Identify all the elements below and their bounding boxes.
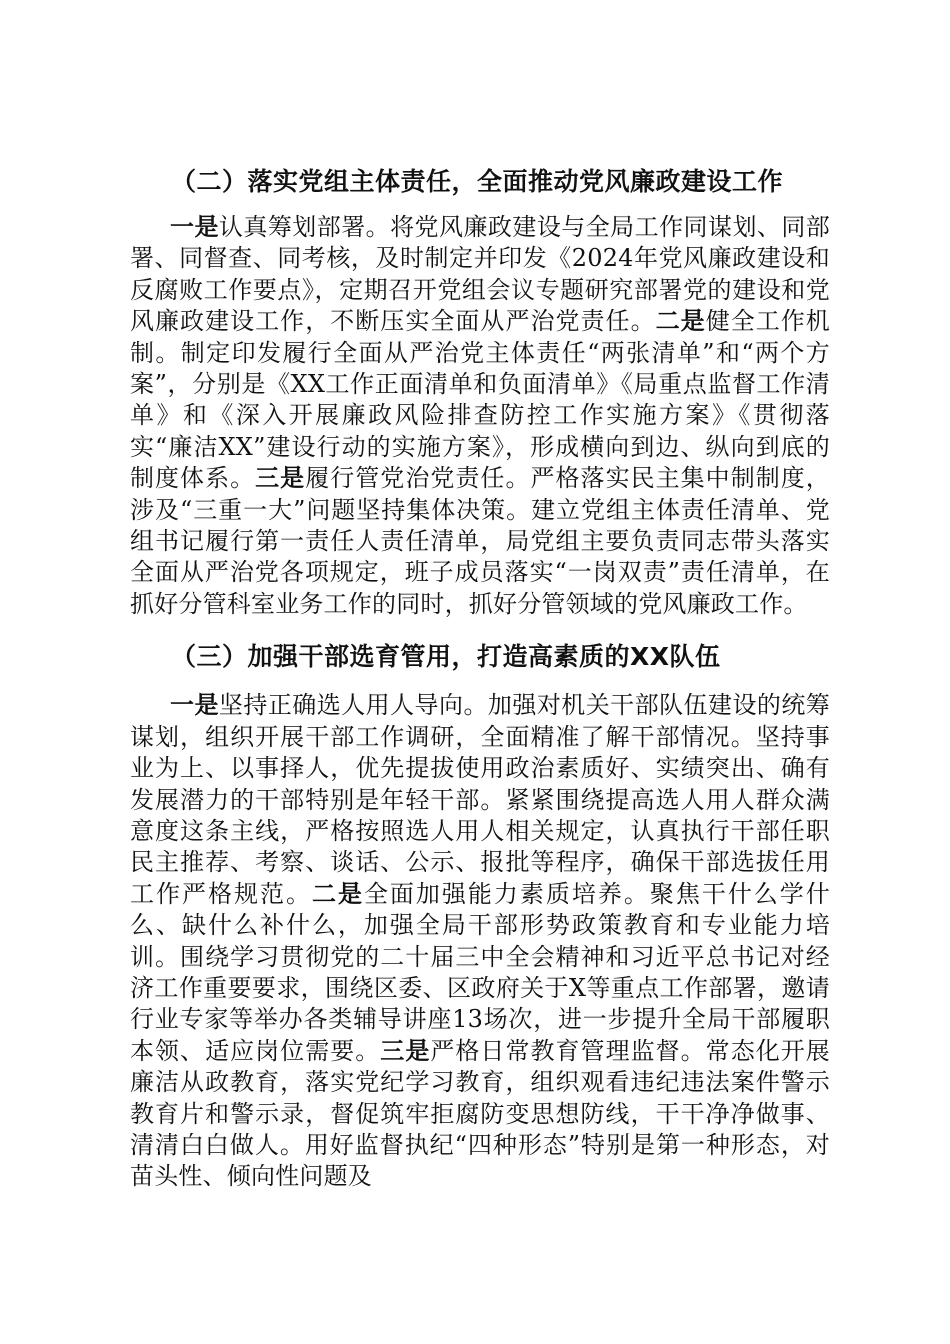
section-3-text-3: 严格日常教育管理监督。常态化开展廉洁从政教育，落实党纪学习教育，组织观看违纪违法案件警示教育片和警示录，督促筑牢拒腐防变思想防线，干干净净做事、清清白白做人。用好监督执纪“四种形态”特别是第一种形态，对苗头性、倾向性问题及 <box>130 1036 830 1191</box>
section-2-lead-3: 三是 <box>255 464 306 493</box>
section-2-paragraph <box>130 212 830 620</box>
section-3-text-1: 坚持正确选人用人导向。加强对机关干部队伍建设的统筹谋划，组织开展干部工作调研，全面精准了解干部情况。坚持事业为上、以事择人，优先提拔使用政治素质好、实绩突出、确有发展潜力的干部特别是年轻干部。紧紧围绕提高选人用人群众满意度这条主线，严格按照选人用人相关规定，认真执行干部任职民主推荐、考察、谈话、公示、报批等程序，确保干部选拔任用工作严格规范。 <box>130 691 831 908</box>
section-2-text-1: 认真筹划部署。将党风廉政建设与全局工作同谋划、同部署、同督查、同考核，及时制定并印发《2024年党风廉政建设和反腐败工作要点》，定期召开党组会议专题研究部署党的建设和党风廉政建设工作，不断压实全面从严治党责任。 <box>130 213 831 336</box>
section-3-lead-1: 一是 <box>170 691 219 720</box>
section-3-paragraph <box>130 690 830 1193</box>
section-2-lead-2: 二是 <box>655 307 706 336</box>
section-3-text-2: 全面加强能力素质培养。聚焦干什么学什么、缺什么补什么，加强全局干部形势政策教育和专业能力培训。围绕学习贯彻党的二十届三中全会精神和习近平总书记对经济工作重要要求，围绕区委、区政府关于X等重点工作部署，邀请行业专家等举办各类辅导讲座13场次，进一步提升全局干部履职本领、适应岗位需要。 <box>130 879 830 1065</box>
section-3-heading: （三）加强干部选育管用，打造高素质的XX队伍 <box>171 642 721 672</box>
document-page <box>130 165 830 1193</box>
section-2-lead-1: 一是 <box>170 213 219 241</box>
section-3-lead-3: 三是 <box>380 1036 431 1065</box>
section-2-text-3: 履行管党治党责任。严格落实民主集中制制度，涉及“三重一大”问题坚持集体决策。建立党组主体责任清单、党组书记履行第一责任人责任清单，局党组主要负责同志带头落实全面从严治党各项规定，班子成员落实“一岗双责”责任清单，在抓好分管科室业务工作的同时，抓好分管领域的党风廉政工作。 <box>130 464 831 618</box>
section-3-lead-2: 二是 <box>311 879 364 908</box>
section-2-text-2: 健全工作机制。制定印发履行全面从严治党主体责任“两张清单”和“两个方案”，分别是《XX工作正面清单和负面清单》《局重点监督工作清单》和《深入开展廉政风险排查防控工作实施方案》《贯彻落实“廉洁XX”建设行动的实施方案》，形成横向到边、纵向到底的制度体系。 <box>130 307 831 493</box>
section-2-heading: （二）落实党组主体责任，全面推动党风廉政建设工作 <box>171 167 784 196</box>
